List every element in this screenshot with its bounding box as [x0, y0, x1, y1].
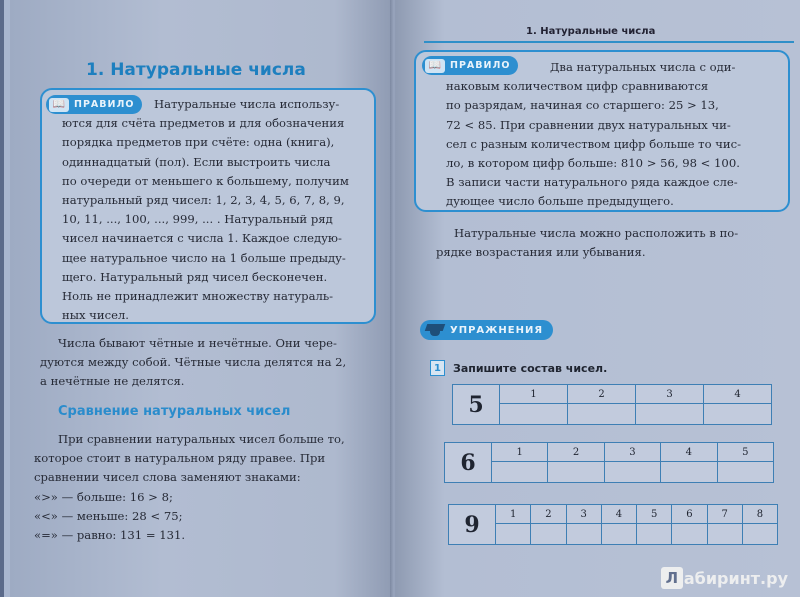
paragraph-line: рядке возрастания или убывания.: [436, 245, 646, 260]
book-icon: 📖: [425, 59, 445, 73]
rule-line: ются для счёта предметов и для обозначения: [62, 116, 345, 131]
rule-line: чисел начинается с числа 1. Каждое следую-: [62, 231, 342, 246]
table-label: 2: [568, 385, 636, 404]
answer-cell[interactable]: [717, 462, 773, 483]
compare-paragraph: [34, 430, 350, 545]
answer-cell[interactable]: [637, 524, 672, 545]
answer-cell[interactable]: [492, 462, 548, 483]
watermark-logo-letter: Л: [661, 567, 683, 589]
answer-cell[interactable]: [661, 462, 717, 483]
even-odd-paragraph: [40, 334, 352, 392]
rule-badge-label: ПРАВИЛО: [74, 99, 135, 110]
chapter-title: 1. Натуральные числа: [86, 60, 306, 80]
comparison-item: «<» — меньше: 28 < 75;: [34, 508, 183, 523]
answer-cell[interactable]: [568, 404, 636, 425]
answer-cell[interactable]: [604, 462, 660, 483]
watermark-text: абиринт.ру: [683, 568, 788, 588]
table-label: 8: [742, 505, 777, 524]
rule-line: 10, 11, ..., 100, ..., 999, ... . Натуральный ряд: [62, 212, 333, 227]
table-label: 5: [637, 505, 672, 524]
rule-line: сел с разным количеством цифр больше то чис-: [446, 136, 742, 151]
rule-line: натуральный ряд чисел: 1, 2, 3, 4, 5, 6, 7, 8, 9,: [62, 193, 345, 208]
answer-cell[interactable]: [707, 524, 742, 545]
paragraph-line: Числа бывают чётные и нечётные. Они чере-: [58, 336, 337, 350]
answer-cell[interactable]: [500, 404, 568, 425]
rule-line: В записи части натурального ряда каждое сле-: [446, 175, 738, 190]
table-label: 1: [492, 443, 548, 462]
task-text: Запишите состав чисел.: [453, 361, 608, 375]
table-label: 2: [531, 505, 566, 524]
section-title: Сравнение натуральных чисел: [58, 404, 291, 419]
rule-line: ных чисел.: [62, 308, 129, 323]
book-icon: 📖: [49, 98, 69, 112]
rule-line: по разрядам, начиная со старшего: 25 > 13,: [446, 98, 719, 113]
rule-text: [446, 58, 780, 212]
answer-cell[interactable]: [548, 462, 604, 483]
exercises-badge: [420, 320, 553, 340]
table-number: 9: [449, 505, 496, 545]
table-label: 1: [496, 505, 531, 524]
table-label: 6: [672, 505, 707, 524]
graduation-cap-icon: [424, 323, 446, 337]
rule-badge-label: ПРАВИЛО: [450, 60, 511, 71]
comparison-item: «=» — равно: 131 = 131.: [34, 528, 186, 543]
table-label: 5: [717, 443, 773, 462]
rule-line: щее натуральное число на 1 больше предыду-: [62, 250, 346, 265]
paragraph-line: сравнении чисел слова заменяют знаками:: [34, 470, 301, 485]
answer-cell[interactable]: [531, 524, 566, 545]
header-rule: [424, 41, 794, 43]
rule-line: наковым количеством цифр сравниваются: [446, 79, 709, 94]
table-label: 1: [500, 385, 568, 404]
number-table-9: [448, 504, 778, 545]
rule-line: щего. Натуральный ряд чисел бесконечен.: [62, 269, 328, 284]
answer-cell[interactable]: [636, 404, 704, 425]
rule-text: [62, 95, 366, 325]
paragraph-line: Натуральные числа можно расположить в по-: [454, 226, 739, 240]
paragraph-line: а нечётные не делятся.: [40, 374, 185, 389]
table-label: 3: [604, 443, 660, 462]
answer-cell[interactable]: [742, 524, 777, 545]
answer-cell[interactable]: [601, 524, 636, 545]
running-head: 1. Натуральные числа: [526, 26, 656, 37]
rule-box-natural-numbers: [40, 88, 376, 324]
rule-line: одиннадцатый (пол). Если выстроить числа: [62, 154, 331, 169]
table-number: 6: [445, 443, 492, 483]
book-spread: [4, 0, 800, 597]
paragraph-line: При сравнении натуральных чисел больше то,: [58, 432, 345, 446]
number-table-5: [452, 384, 772, 425]
answer-cell[interactable]: [672, 524, 707, 545]
table-label: 3: [566, 505, 601, 524]
answer-cell[interactable]: [496, 524, 531, 545]
table-label: 4: [601, 505, 636, 524]
rule-line: порядка предметов при счёте: одна (книга),: [62, 135, 335, 150]
watermark: [661, 567, 788, 589]
answer-cell[interactable]: [704, 404, 772, 425]
table-number: 5: [453, 385, 500, 425]
exercises-label: УПРАЖНЕНИЯ: [450, 324, 544, 336]
rule-line: по очереди от меньшего к большему, получим: [62, 173, 349, 188]
paragraph-line: дуются между собой. Чётные числа делятся на 2,: [40, 355, 347, 370]
task-1: [430, 360, 607, 376]
rule-box-comparison: [414, 50, 790, 212]
rule-line: ло, в котором цифр больше: 810 > 56, 98 < 100.: [446, 156, 740, 171]
table-label: 4: [704, 385, 772, 404]
table-label: 4: [661, 443, 717, 462]
rule-line: Ноль не принадлежит множеству натураль-: [62, 289, 334, 304]
comparison-item: «>» — больше: 16 > 8;: [34, 489, 173, 504]
task-number: 1: [430, 360, 445, 376]
rule-line: Натуральные числа использу-: [154, 97, 340, 111]
order-paragraph: [436, 224, 786, 262]
paragraph-line: которое стоит в натуральном ряду правее. При: [34, 451, 326, 466]
left-page: [10, 0, 392, 597]
rule-line: 72 < 85. При сравнении двух натуральных чи-: [446, 117, 731, 132]
table-label: 3: [636, 385, 704, 404]
number-table-6: [444, 442, 774, 483]
table-label: 2: [548, 443, 604, 462]
rule-line: дующее число больше предыдущего.: [446, 194, 674, 209]
rule-line: Два натуральных числа с оди-: [550, 60, 736, 74]
table-label: 7: [707, 505, 742, 524]
answer-cell[interactable]: [566, 524, 601, 545]
